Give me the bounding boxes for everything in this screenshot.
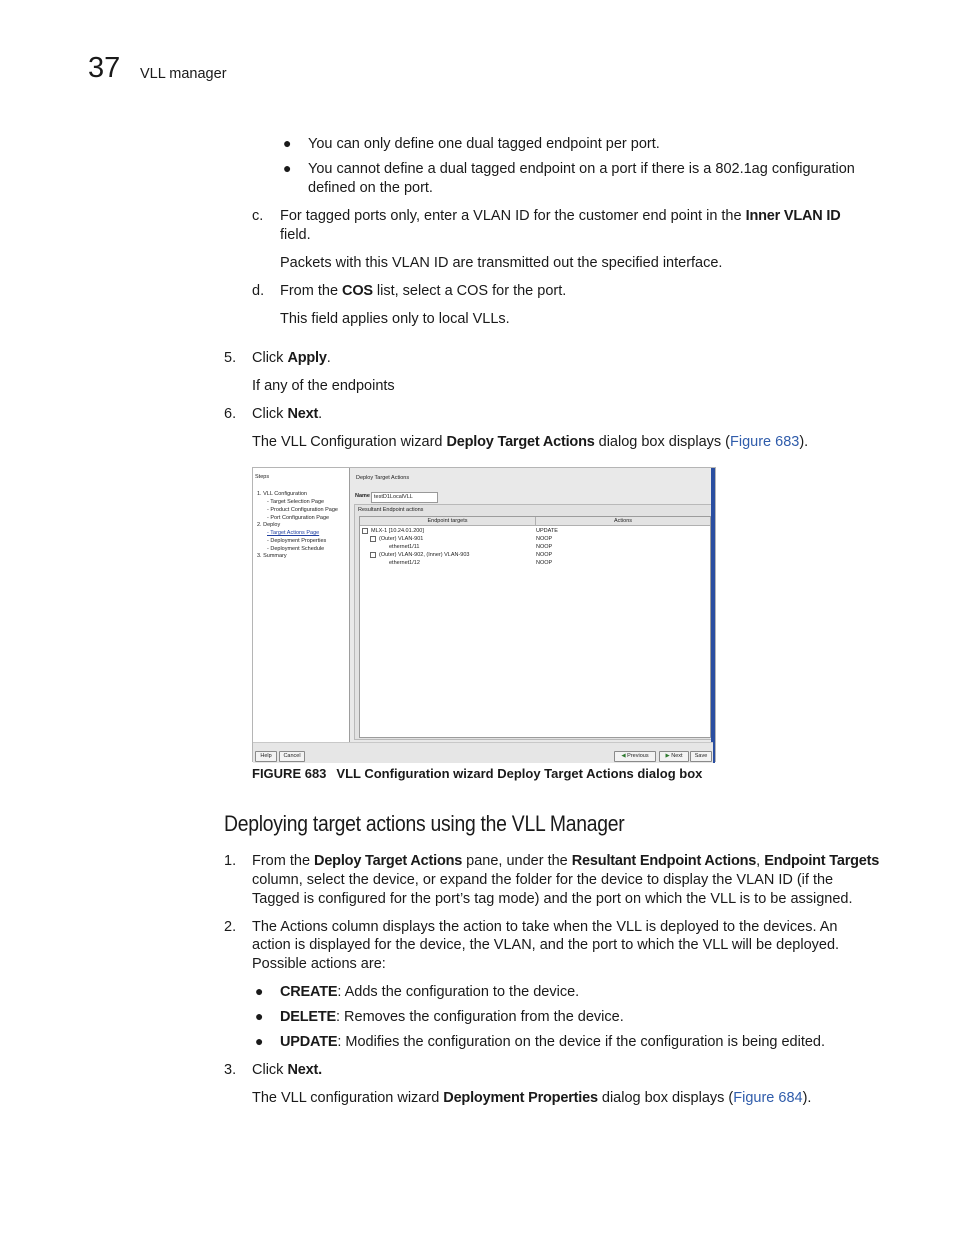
step-marker: c. xyxy=(252,208,264,224)
wizard-step[interactable]: 2. Deploy xyxy=(257,522,281,528)
column-header-endpoint-targets[interactable]: Endpoint targets xyxy=(360,517,536,525)
wizard-step[interactable]: 1. VLL Configuration xyxy=(257,491,307,497)
row-action: NOOP xyxy=(536,560,553,566)
step-text: dialog box displays ( xyxy=(601,1090,734,1106)
step-text: list, select a COS for the port. xyxy=(376,283,567,299)
section-heading: Deploying target actions using the VLL Manager xyxy=(224,811,625,836)
wizard-step-current[interactable]: - Target Actions Page xyxy=(267,530,320,536)
action-desc: : Adds the configuration to the device. xyxy=(337,984,580,1000)
table-header xyxy=(360,517,710,526)
step-6-text xyxy=(252,405,322,424)
step-text: From the xyxy=(280,283,339,299)
bullet-text: You cannot define a dual tagged endpoint on a port if there is a 802.1ag configuration xyxy=(308,161,855,177)
step-text: The VLL configuration wizard xyxy=(252,1090,440,1106)
figure-caption-text: VLL Configuration wizard Deploy Target Actions dialog box xyxy=(336,766,703,781)
step-text: ). xyxy=(799,434,809,450)
action-desc: : Removes the configuration from the device. xyxy=(336,1009,624,1025)
step-d-note: This field applies only to local VLLs. xyxy=(280,311,510,327)
table-row[interactable] xyxy=(360,559,710,567)
wizard-step[interactable]: - Port Configuration Page xyxy=(267,515,330,521)
step-5-note: If any of the endpoints xyxy=(252,378,395,394)
bullet-text: You can only define one dual tagged endpoint per port. xyxy=(308,136,660,152)
section-step3-text xyxy=(252,1061,322,1080)
action-name: UPDATE xyxy=(280,1034,338,1050)
step-marker: d. xyxy=(252,283,265,299)
previous-button[interactable] xyxy=(614,751,656,762)
bullet-dot: ● xyxy=(255,983,264,999)
section-step2-line1: The Actions column displays the action to take when the VLL is deployed to the devices. An xyxy=(252,919,838,935)
ui-term: Endpoint Targets xyxy=(764,853,880,869)
step-6-note xyxy=(252,433,808,452)
step-text: Click xyxy=(252,406,284,422)
step-text: The VLL Configuration wizard xyxy=(252,434,443,450)
step-c-text-continued: field. xyxy=(280,227,311,243)
step-5-text xyxy=(252,349,331,368)
step-d-text xyxy=(280,282,566,301)
row-target: ethernet1/12 xyxy=(389,560,420,566)
step-text: ). xyxy=(802,1090,812,1106)
action-item-update xyxy=(280,1033,825,1052)
step-text: . xyxy=(318,406,323,422)
row-target: ethernet1/11 xyxy=(389,544,420,550)
figure-caption xyxy=(252,766,702,781)
ui-term: Next. xyxy=(287,1062,322,1078)
row-target: MLX-1 [10.24.01.200] xyxy=(371,528,424,534)
name-label: Name xyxy=(355,493,370,499)
step-text: Click xyxy=(252,350,284,366)
step-marker: 2. xyxy=(224,919,237,935)
table-row[interactable] xyxy=(360,543,710,551)
wizard-step[interactable]: - Target Selection Page xyxy=(267,499,325,505)
ui-term: Deployment Properties xyxy=(443,1090,598,1106)
steps-title: Steps xyxy=(255,474,270,480)
step-text: . xyxy=(326,350,331,366)
section-step1-line2: column, select the device, or expand the folder for the device to display the VLAN ID (if the xyxy=(252,872,834,888)
dialog-button-bar xyxy=(253,742,713,763)
ui-term: Inner VLAN ID xyxy=(745,208,841,224)
column-header-actions[interactable]: Actions xyxy=(613,518,633,524)
name-field[interactable]: testD1LocalVLL xyxy=(371,492,438,503)
save-button[interactable]: Save xyxy=(690,751,712,762)
arrow-left-icon: ◀ xyxy=(621,753,628,759)
section-step2-line2: action is displayed for the device, the VLAN, and the port to which the VLL will be deployed. xyxy=(252,937,840,953)
row-action: UPDATE xyxy=(536,528,558,534)
wizard-step[interactable]: - Deployment Schedule xyxy=(267,546,325,552)
chapter-title: VLL manager xyxy=(140,66,227,82)
table-row[interactable] xyxy=(360,527,710,535)
row-action: NOOP xyxy=(536,552,553,558)
ui-term: Next xyxy=(287,406,319,422)
bullet-text-continued: defined on the port. xyxy=(308,180,433,196)
step-marker: 1. xyxy=(224,853,237,869)
action-item-delete xyxy=(280,1008,624,1027)
help-button[interactable]: Help xyxy=(255,751,277,762)
pane-title: Deploy Target Actions xyxy=(356,475,410,481)
ui-term: Apply xyxy=(287,350,327,366)
resultant-endpoint-actions-group xyxy=(354,504,712,740)
action-item-create xyxy=(280,983,579,1002)
bullet-dot: ● xyxy=(283,135,292,151)
ui-term: Deploy Target Actions xyxy=(314,853,463,869)
row-target: (Outer) VLAN-901 xyxy=(379,536,424,542)
endpoint-actions-table xyxy=(359,516,711,738)
table-row[interactable] xyxy=(360,551,710,559)
row-action: NOOP xyxy=(536,536,553,542)
step-text: dialog box displays ( xyxy=(598,434,731,450)
section-step2-line3: Possible actions are: xyxy=(252,956,386,972)
row-action: NOOP xyxy=(536,544,553,550)
collapse-icon[interactable] xyxy=(370,552,376,558)
figure-684-link[interactable]: Figure 684 xyxy=(733,1090,803,1106)
row-target: (Outer) VLAN-902, (Inner) VLAN-903 xyxy=(379,552,470,558)
next-button[interactable] xyxy=(659,751,689,762)
step-marker: 3. xyxy=(224,1062,237,1078)
collapse-icon[interactable] xyxy=(362,528,368,534)
wizard-step[interactable]: - Product Configuration Page xyxy=(267,507,338,513)
step-text: From the xyxy=(252,853,311,869)
group-title: Resultant Endpoint actions xyxy=(358,507,424,513)
step-marker: 5. xyxy=(224,350,237,366)
wizard-steps-pane xyxy=(253,468,349,742)
step-text: , xyxy=(756,853,761,869)
wizard-step[interactable]: - Deployment Properties xyxy=(267,538,327,544)
figure-caption-label: FIGURE 683 xyxy=(252,766,327,781)
bullet-dot: ● xyxy=(255,1008,264,1024)
wizard-step[interactable]: 3. Summary xyxy=(257,553,287,559)
section-step1-line1 xyxy=(252,852,879,871)
chapter-number: 37 xyxy=(88,52,121,84)
previous-label: Previous xyxy=(627,753,649,759)
action-name: CREATE xyxy=(280,984,338,1000)
action-desc: : Modifies the configuration on the device if the configuration is being edited. xyxy=(337,1034,826,1050)
step-text: pane, under the xyxy=(466,853,568,869)
step-c-text xyxy=(280,207,841,226)
arrow-right-icon: ▶ xyxy=(665,753,672,759)
vertical-scrollbar[interactable] xyxy=(711,468,715,763)
ui-term: Deploy Target Actions xyxy=(446,434,595,450)
collapse-icon[interactable] xyxy=(370,536,376,542)
step-c-note: Packets with this VLAN ID are transmitted out the specified interface. xyxy=(280,255,723,271)
cancel-button[interactable]: Cancel xyxy=(279,751,305,762)
figure-683-link[interactable]: Figure 683 xyxy=(730,434,800,450)
next-label: Next xyxy=(671,753,683,759)
table-row[interactable] xyxy=(360,535,710,543)
ui-term: COS xyxy=(342,283,373,299)
step-marker: 6. xyxy=(224,406,237,422)
deploy-target-actions-dialog xyxy=(252,467,716,762)
ui-term: Resultant Endpoint Actions xyxy=(571,853,757,869)
deploy-target-actions-pane xyxy=(349,468,714,742)
step-text: For tagged ports only, enter a VLAN ID for the customer end point in the xyxy=(280,208,742,224)
bullet-dot: ● xyxy=(283,160,292,176)
step-text: Click xyxy=(252,1062,284,1078)
section-step1-line3: Tagged is configured for the port’s tag mode) and the port on which the VLL is to be assigned. xyxy=(252,891,853,907)
section-step3-note xyxy=(252,1089,811,1108)
bullet-dot: ● xyxy=(255,1033,264,1049)
action-name: DELETE xyxy=(280,1009,336,1025)
